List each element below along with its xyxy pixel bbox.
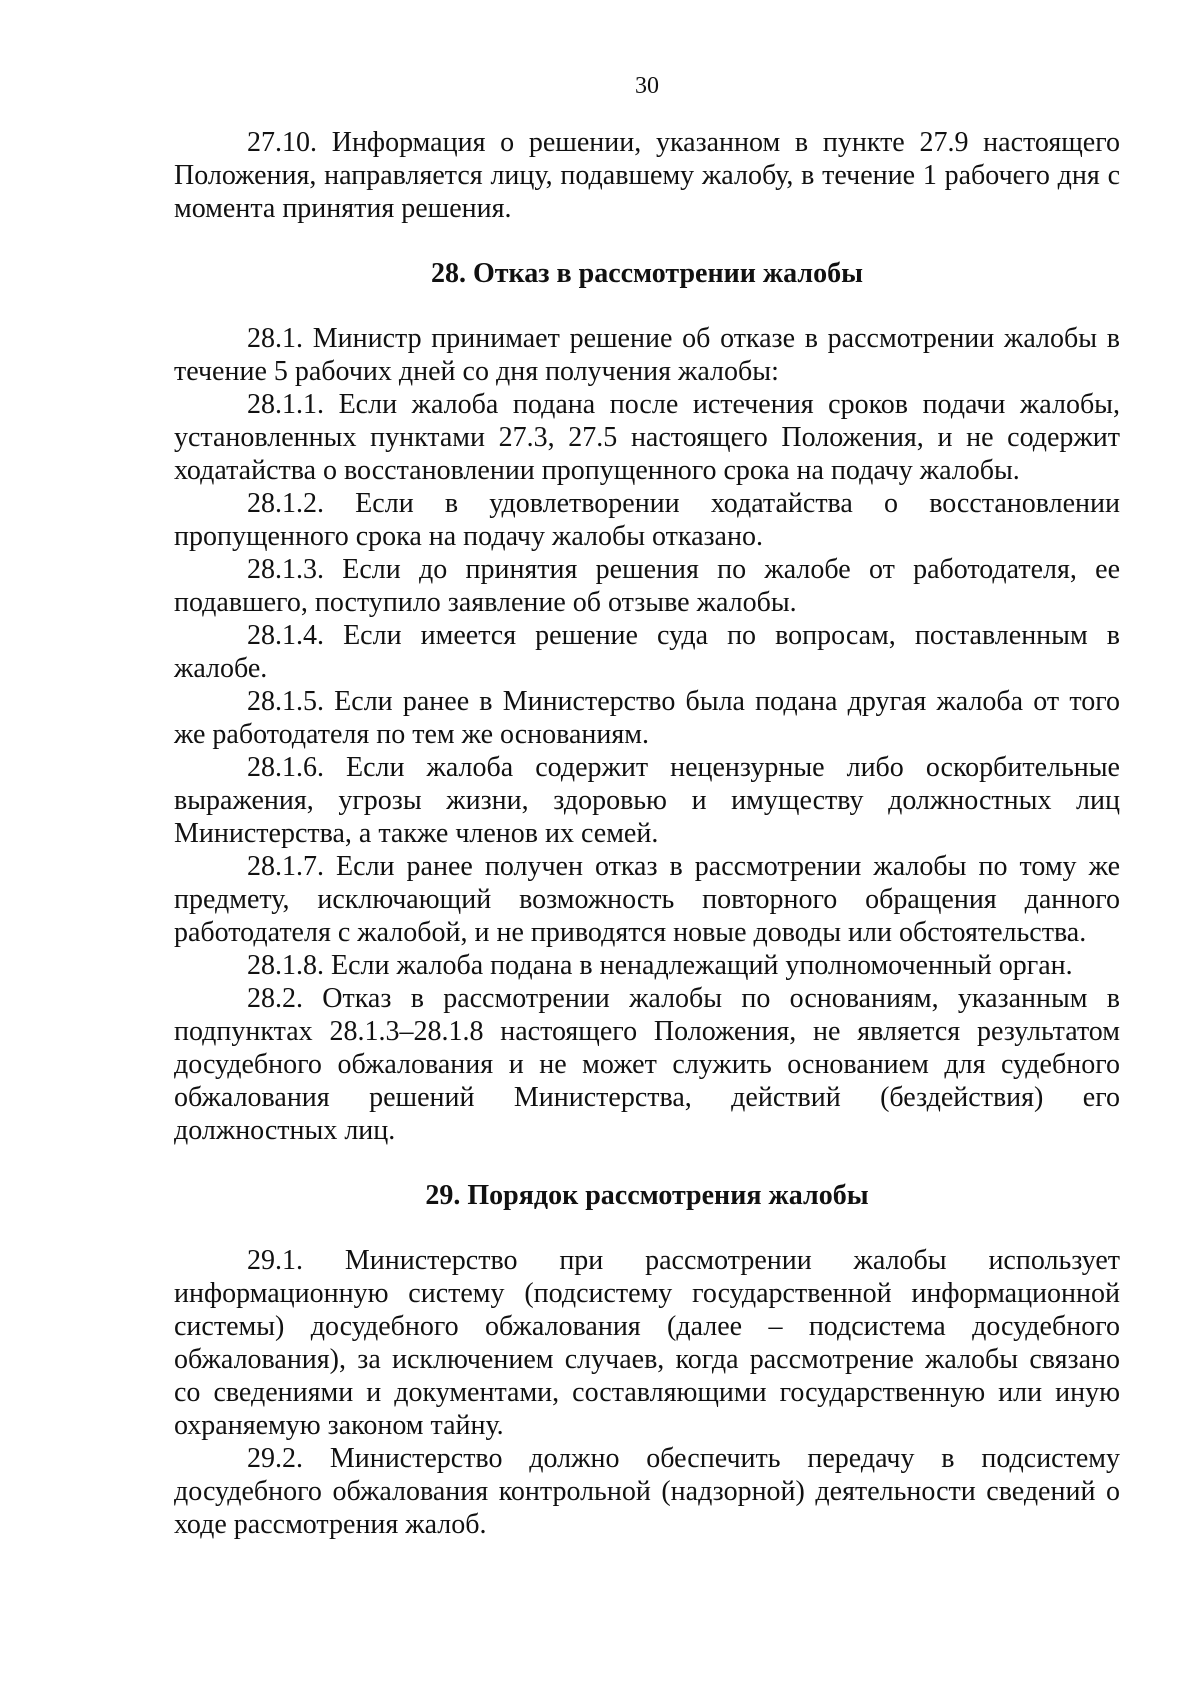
paragraph-27-10: 27.10. Информация о решении, указанном в пункте 27.9 настоящего Положения, направляется лицу, подавшему жалобу, в течение 1 рабочего дня с момента принятия решения.: [174, 127, 1120, 224]
paragraph-29-1: 29.1. Министерство при рассмотрении жалобы использует информационную систему (подсистему государственной информационной системы) досудебного обжалования (далее – подсистема досудебного обжалования), за исключением случаев, когда рассмотрение жалобы связано со сведениями и документами, составляющими государственную или иную охраняемую законом тайну.: [174, 1245, 1120, 1441]
paragraph-29-2: 29.2. Министерство должно обеспечить передачу в подсистему досудебного обжалования контрольной (надзорной) деятельности сведений о ходе рассмотрения жалоб.: [174, 1443, 1120, 1540]
paragraph-28-1-1: 28.1.1. Если жалоба подана после истечения сроков подачи жалобы, установленных пунктами 27.3, 27.5 настоящего Положения, и не содержит ходатайства о восстановлении пропущенного срока на подачу жалобы.: [174, 389, 1120, 486]
paragraph-28-1-3: 28.1.3. Если до принятия решения по жалобе от работодателя, ее подавшего, поступило заявление об отзыве жалобы.: [174, 554, 1120, 618]
paragraph-28-1-6: 28.1.6. Если жалоба содержит нецензурные либо оскорбительные выражения, угрозы жизни, здоровью и имуществу должностных лиц Министерства, а также членов их семей.: [174, 752, 1120, 849]
paragraph-28-1: 28.1. Министр принимает решение об отказе в рассмотрении жалобы в течение 5 рабочих дней со дня получения жалобы:: [174, 323, 1120, 387]
paragraph-28-1-8: 28.1.8. Если жалоба подана в ненадлежащий уполномоченный орган.: [247, 950, 1073, 981]
page-number: 30: [635, 73, 659, 99]
paragraph-28-1-5: 28.1.5. Если ранее в Министерство была подана другая жалоба от того же работодателя по тем же основаниям.: [174, 686, 1120, 750]
section-heading-28: 28. Отказ в рассмотрении жалобы: [431, 258, 863, 289]
paragraph-28-1-7: 28.1.7. Если ранее получен отказ в рассмотрении жалобы по тому же предмету, исключающий возможность повторного обращения данного работодателя с жалобой, и не приводятся новые доводы или обстоятельства.: [174, 851, 1120, 948]
paragraph-28-1-4: 28.1.4. Если имеется решение суда по вопросам, поставленным в жалобе.: [174, 620, 1120, 684]
document-body: [174, 126, 1120, 1541]
section-heading-29: 29. Порядок рассмотрения жалобы: [425, 1180, 869, 1211]
paragraph-28-2: 28.2. Отказ в рассмотрении жалобы по основаниям, указанным в подпунктах 28.1.3–28.1.8 настоящего Положения, не является результатом досудебного обжалования и не может служить основанием для судебного обжалования решений Министерства, действий (бездействия) его должностных лиц.: [174, 983, 1120, 1146]
paragraph-28-1-2: 28.1.2. Если в удовлетворении ходатайства о восстановлении пропущенного срока на подачу жалобы отказано.: [174, 488, 1120, 552]
